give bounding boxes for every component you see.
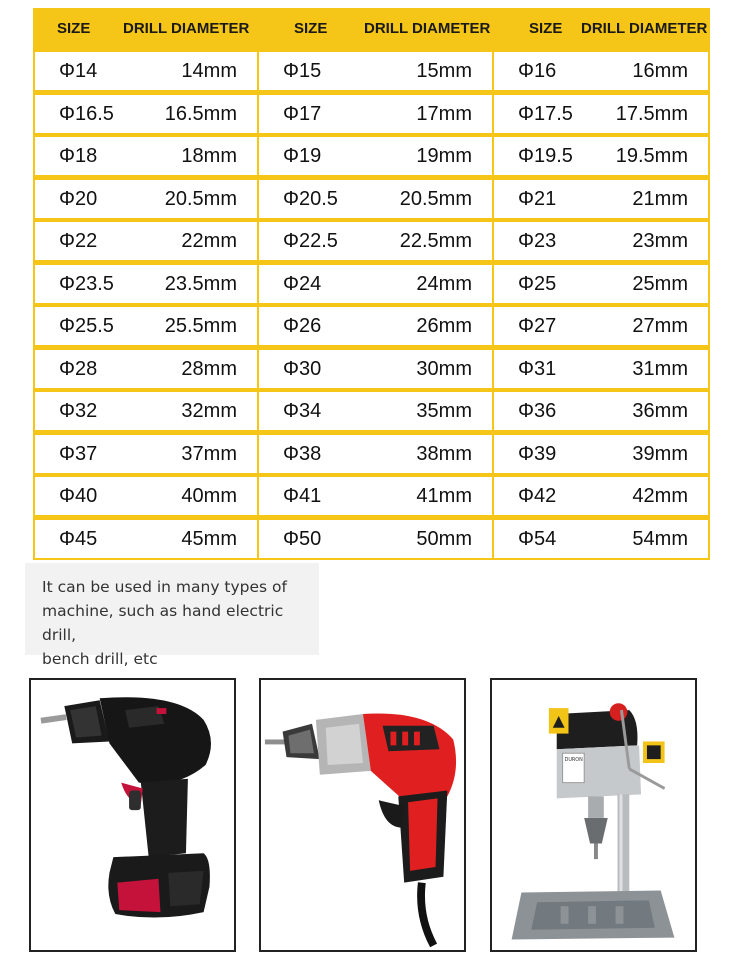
drill-diameter-value: 41mm — [416, 485, 472, 507]
size-value: Φ15 — [283, 60, 322, 82]
size-value: Φ17 — [283, 102, 322, 125]
table-cell — [35, 137, 257, 175]
size-value: Φ28 — [59, 357, 98, 380]
size-value: Φ54 — [518, 527, 557, 550]
table-cell — [35, 95, 257, 133]
drill-diameter-value: 25.5mm — [164, 315, 237, 337]
size-value: Φ22 — [59, 230, 98, 252]
table-body — [33, 50, 710, 560]
size-value: Φ25.5 — [59, 315, 114, 337]
usage-note-line: machine, such as hand electric drill, — [42, 602, 284, 644]
size-value: Φ16 — [518, 60, 557, 82]
drill-diameter-value: 19mm — [416, 145, 472, 167]
drill-diameter-value: 38mm — [416, 442, 472, 465]
bench-drill-photo — [490, 678, 697, 952]
table-row — [33, 220, 710, 263]
table-cell — [259, 137, 492, 175]
drill-diameter-value: 35mm — [416, 400, 472, 422]
table-cell — [35, 222, 257, 260]
drill-diameter-value: 50mm — [416, 527, 472, 550]
header-drill-diameter-3: DRILL DIAMETER — [581, 20, 708, 37]
table-cell — [259, 520, 492, 558]
table-row — [33, 518, 710, 561]
size-value: Φ19.5 — [518, 145, 573, 167]
table-row — [33, 433, 710, 476]
drill-diameter-value: 25mm — [632, 272, 688, 295]
electric-drill-photo — [259, 678, 466, 952]
size-value: Φ25 — [518, 272, 557, 295]
size-value: Φ41 — [283, 485, 322, 507]
drill-diameter-value: 22.5mm — [399, 230, 472, 252]
usage-note — [25, 563, 319, 668]
table-cell — [35, 392, 257, 430]
drill-diameter-value: 32mm — [181, 400, 237, 422]
table-row — [33, 305, 710, 348]
drill-diameter-value: 15mm — [416, 60, 472, 82]
drill-diameter-value: 37mm — [181, 442, 237, 465]
table-cell — [35, 265, 257, 303]
table-cell — [35, 180, 257, 218]
drill-diameter-value: 23mm — [632, 230, 688, 252]
table-cell — [494, 477, 708, 515]
drill-diameter-value: 17mm — [416, 102, 472, 125]
header-drill-diameter-1: DRILL DIAMETER — [123, 20, 250, 37]
size-value: Φ34 — [283, 400, 322, 422]
table-cell — [35, 435, 257, 473]
size-value: Φ20.5 — [283, 187, 338, 210]
table-cell — [259, 477, 492, 515]
usage-note-line: bench drill, etc — [42, 650, 158, 668]
drill-diameter-value: 20.5mm — [399, 187, 472, 210]
table-cell — [259, 52, 492, 90]
drill-diameter-value: 14mm — [181, 60, 237, 82]
drill-diameter-value: 27mm — [632, 315, 688, 337]
drill-diameter-value: 19.5mm — [615, 145, 688, 167]
drill-diameter-value: 36mm — [632, 400, 688, 422]
size-value: Φ24 — [283, 272, 322, 295]
table-cell — [259, 350, 492, 388]
size-value: Φ30 — [283, 357, 322, 380]
table-row — [33, 390, 710, 433]
drill-diameter-value: 28mm — [181, 357, 237, 380]
table-cell — [259, 265, 492, 303]
size-value: Φ38 — [283, 442, 322, 465]
size-value: Φ26 — [283, 315, 322, 337]
cordless-drill-image — [31, 680, 234, 950]
size-value: Φ40 — [59, 485, 98, 507]
drill-diameter-value: 20.5mm — [164, 187, 237, 210]
table-row — [33, 93, 710, 136]
table-row — [33, 135, 710, 178]
drill-diameter-value: 45mm — [181, 527, 237, 550]
drill-diameter-value: 31mm — [632, 357, 688, 380]
drill-diameter-value: 17.5mm — [615, 102, 688, 125]
table-cell — [494, 265, 708, 303]
header-drill-diameter-2: DRILL DIAMETER — [364, 20, 491, 37]
cordless-drill-photo — [29, 678, 236, 952]
table-cell — [494, 180, 708, 218]
size-value: Φ19 — [283, 145, 322, 167]
table-cell — [259, 435, 492, 473]
size-value: Φ39 — [518, 442, 557, 465]
size-value: Φ17.5 — [518, 102, 573, 125]
bench-drill-image — [492, 680, 695, 950]
table-cell — [494, 520, 708, 558]
header-size-2: SIZE — [294, 20, 328, 37]
size-value: Φ23.5 — [59, 272, 114, 295]
drill-diameter-value: 21mm — [632, 187, 688, 210]
drill-diameter-value: 54mm — [632, 527, 688, 550]
size-value: Φ22.5 — [283, 230, 338, 252]
drill-diameter-value: 18mm — [181, 145, 237, 167]
drill-diameter-value: 42mm — [632, 485, 688, 507]
table-header-row — [33, 8, 710, 50]
table-row — [33, 475, 710, 518]
size-value: Φ32 — [59, 400, 98, 422]
size-value: Φ18 — [59, 145, 98, 167]
header-size-3: SIZE — [529, 20, 563, 37]
electric-drill-image — [261, 680, 464, 950]
drill-diameter-value: 16mm — [632, 60, 688, 82]
table-cell — [259, 222, 492, 260]
table-row — [33, 263, 710, 306]
size-value: Φ36 — [518, 400, 557, 422]
drill-size-table — [33, 8, 710, 560]
table-row — [33, 178, 710, 221]
table-cell — [494, 137, 708, 175]
table-cell — [494, 95, 708, 133]
table-cell — [35, 350, 257, 388]
size-value: Φ21 — [518, 187, 557, 210]
size-value: Φ45 — [59, 527, 98, 550]
drill-diameter-value: 30mm — [416, 357, 472, 380]
table-cell — [35, 477, 257, 515]
table-cell — [35, 307, 257, 345]
size-value: Φ16.5 — [59, 102, 114, 125]
table-cell — [494, 435, 708, 473]
drill-diameter-value: 40mm — [181, 485, 237, 507]
machine-brand-plate: DURON — [564, 757, 583, 764]
size-value: Φ27 — [518, 315, 557, 337]
size-value: Φ37 — [59, 442, 98, 465]
drill-diameter-value: 39mm — [632, 442, 688, 465]
table-row — [33, 50, 710, 93]
drill-diameter-value: 26mm — [416, 315, 472, 337]
header-size-1: SIZE — [57, 20, 91, 37]
size-value: Φ42 — [518, 485, 557, 507]
usage-note-text — [42, 575, 312, 671]
table-row — [33, 348, 710, 391]
table-cell — [494, 307, 708, 345]
table-cell — [259, 392, 492, 430]
size-value: Φ23 — [518, 230, 557, 252]
table-cell — [259, 307, 492, 345]
table-cell — [494, 392, 708, 430]
drill-diameter-value: 24mm — [416, 272, 472, 295]
size-value: Φ20 — [59, 187, 98, 210]
drill-diameter-value: 23.5mm — [164, 272, 237, 295]
table-cell — [35, 520, 257, 558]
table-cell — [259, 180, 492, 218]
table-cell — [494, 222, 708, 260]
table-cell — [35, 52, 257, 90]
drill-diameter-value: 16.5mm — [164, 102, 237, 125]
size-value: Φ50 — [283, 527, 322, 550]
size-value: Φ14 — [59, 60, 98, 82]
size-value: Φ31 — [518, 357, 557, 380]
usage-note-line: It can be used in many types of — [42, 578, 287, 596]
drill-diameter-value: 22mm — [181, 230, 237, 252]
table-cell — [494, 350, 708, 388]
table-cell — [494, 52, 708, 90]
table-cell — [259, 95, 492, 133]
